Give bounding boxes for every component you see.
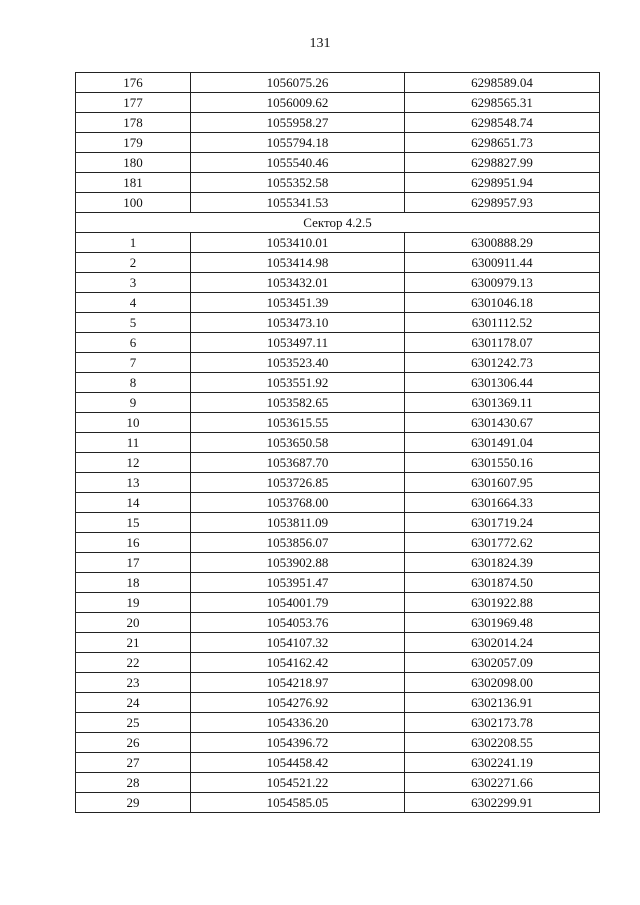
table-row [76,633,600,653]
table-row [76,233,600,253]
table-row [76,553,600,573]
x-coordinate-cell: 1056009.62 [191,93,405,113]
y-coordinate-cell: 6298548.74 [405,113,600,133]
point-number-cell: 23 [76,673,191,693]
point-number-cell: 4 [76,293,191,313]
x-coordinate-cell: 1055794.18 [191,133,405,153]
x-coordinate-cell: 1054162.42 [191,653,405,673]
table-row [76,493,600,513]
x-coordinate-cell: 1055341.53 [191,193,405,213]
y-coordinate-cell: 6301874.50 [405,573,600,593]
y-coordinate-cell: 6301242.73 [405,353,600,373]
y-coordinate-cell: 6301178.07 [405,333,600,353]
point-number-cell: 5 [76,313,191,333]
point-number-cell: 16 [76,533,191,553]
table-row [76,173,600,193]
page-number: 131 [309,36,331,51]
x-coordinate-cell: 1054276.92 [191,693,405,713]
table-row [76,393,600,413]
table-row [76,473,600,493]
point-number-cell: 13 [76,473,191,493]
x-coordinate-cell: 1054458.42 [191,753,405,773]
point-number-cell: 10 [76,413,191,433]
y-coordinate-cell: 6301922.88 [405,593,600,613]
x-coordinate-cell: 1053432.01 [191,273,405,293]
table-row [76,793,600,813]
point-number-cell: 1 [76,233,191,253]
point-number-cell: 19 [76,593,191,613]
point-number-cell: 11 [76,433,191,453]
y-coordinate-cell: 6301550.16 [405,453,600,473]
point-number-cell: 25 [76,713,191,733]
y-coordinate-cell: 6301969.48 [405,613,600,633]
y-coordinate-cell: 6300911.44 [405,253,600,273]
y-coordinate-cell: 6301306.44 [405,373,600,393]
coordinates-table [75,72,600,813]
table-row [76,273,600,293]
table-row [76,773,600,793]
point-number-cell: 27 [76,753,191,773]
y-coordinate-cell: 6301112.52 [405,313,600,333]
x-coordinate-cell: 1053414.98 [191,253,405,273]
point-number-cell: 6 [76,333,191,353]
y-coordinate-cell: 6300979.13 [405,273,600,293]
point-number-cell: 14 [76,493,191,513]
x-coordinate-cell: 1054053.76 [191,613,405,633]
x-coordinate-cell: 1054336.20 [191,713,405,733]
x-coordinate-cell: 1053951.47 [191,573,405,593]
point-number-cell: 20 [76,613,191,633]
y-coordinate-cell: 6301369.11 [405,393,600,413]
x-coordinate-cell: 1054107.32 [191,633,405,653]
y-coordinate-cell: 6302098.00 [405,673,600,693]
x-coordinate-cell: 1053410.01 [191,233,405,253]
table-row [76,113,600,133]
table-row [76,93,600,113]
y-coordinate-cell: 6301491.04 [405,433,600,453]
x-coordinate-cell: 1054001.79 [191,593,405,613]
point-number-cell: 24 [76,693,191,713]
y-coordinate-cell: 6302057.09 [405,653,600,673]
x-coordinate-cell: 1055540.46 [191,153,405,173]
y-coordinate-cell: 6301430.67 [405,413,600,433]
y-coordinate-cell: 6302208.55 [405,733,600,753]
point-number-cell: 28 [76,773,191,793]
point-number-cell: 12 [76,453,191,473]
y-coordinate-cell: 6298957.93 [405,193,600,213]
x-coordinate-cell: 1055958.27 [191,113,405,133]
table-row [76,373,600,393]
table-row [76,413,600,433]
point-number-cell: 180 [76,153,191,173]
point-number-cell: 22 [76,653,191,673]
x-coordinate-cell: 1053811.09 [191,513,405,533]
table-row [76,653,600,673]
table-row [76,333,600,353]
table-row [76,353,600,373]
point-number-cell: 181 [76,173,191,193]
x-coordinate-cell: 1053497.11 [191,333,405,353]
table-row [76,753,600,773]
table-row [76,133,600,153]
x-coordinate-cell: 1056075.26 [191,73,405,93]
table-row [76,153,600,173]
table-row [76,513,600,533]
table-row [76,453,600,473]
point-number-cell: 176 [76,73,191,93]
x-coordinate-cell: 1053582.65 [191,393,405,413]
y-coordinate-cell: 6298827.99 [405,153,600,173]
x-coordinate-cell: 1053523.40 [191,353,405,373]
y-coordinate-cell: 6298565.31 [405,93,600,113]
x-coordinate-cell: 1054396.72 [191,733,405,753]
y-coordinate-cell: 6301664.33 [405,493,600,513]
point-number-cell: 18 [76,573,191,593]
x-coordinate-cell: 1053726.85 [191,473,405,493]
point-number-cell: 7 [76,353,191,373]
x-coordinate-cell: 1055352.58 [191,173,405,193]
y-coordinate-cell: 6301824.39 [405,553,600,573]
table-row [76,713,600,733]
point-number-cell: 26 [76,733,191,753]
table-row [76,733,600,753]
table-row [76,433,600,453]
x-coordinate-cell: 1053473.10 [191,313,405,333]
point-number-cell: 178 [76,113,191,133]
x-coordinate-cell: 1053650.58 [191,433,405,453]
table-row [76,573,600,593]
table-row [76,673,600,693]
point-number-cell: 21 [76,633,191,653]
y-coordinate-cell: 6302014.24 [405,633,600,653]
x-coordinate-cell: 1053551.92 [191,373,405,393]
y-coordinate-cell: 6298651.73 [405,133,600,153]
point-number-cell: 2 [76,253,191,273]
point-number-cell: 9 [76,393,191,413]
y-coordinate-cell: 6302299.91 [405,793,600,813]
table-row [76,253,600,273]
table-row [76,293,600,313]
y-coordinate-cell: 6301046.18 [405,293,600,313]
y-coordinate-cell: 6302271.66 [405,773,600,793]
x-coordinate-cell: 1054521.22 [191,773,405,793]
table-row [76,593,600,613]
point-number-cell: 177 [76,93,191,113]
table-row [76,613,600,633]
point-number-cell: 100 [76,193,191,213]
table-row [76,193,600,213]
y-coordinate-cell: 6301719.24 [405,513,600,533]
point-number-cell: 3 [76,273,191,293]
point-number-cell: 179 [76,133,191,153]
point-number-cell: 8 [76,373,191,393]
y-coordinate-cell: 6302173.78 [405,713,600,733]
point-number-cell: 15 [76,513,191,533]
y-coordinate-cell: 6302241.19 [405,753,600,773]
x-coordinate-cell: 1053768.00 [191,493,405,513]
table-row [76,693,600,713]
point-number-cell: 17 [76,553,191,573]
x-coordinate-cell: 1053856.07 [191,533,405,553]
x-coordinate-cell: 1054585.05 [191,793,405,813]
x-coordinate-cell: 1053902.88 [191,553,405,573]
sector-title: Сектор 4.2.5 [76,213,600,233]
x-coordinate-cell: 1053687.70 [191,453,405,473]
y-coordinate-cell: 6302136.91 [405,693,600,713]
table-row [76,533,600,553]
table-row [76,313,600,333]
table-row [76,73,600,93]
x-coordinate-cell: 1053451.39 [191,293,405,313]
x-coordinate-cell: 1053615.55 [191,413,405,433]
y-coordinate-cell: 6301607.95 [405,473,600,493]
y-coordinate-cell: 6300888.29 [405,233,600,253]
sector-header-row [76,213,600,233]
point-number-cell: 29 [76,793,191,813]
x-coordinate-cell: 1054218.97 [191,673,405,693]
y-coordinate-cell: 6298951.94 [405,173,600,193]
y-coordinate-cell: 6301772.62 [405,533,600,553]
y-coordinate-cell: 6298589.04 [405,73,600,93]
